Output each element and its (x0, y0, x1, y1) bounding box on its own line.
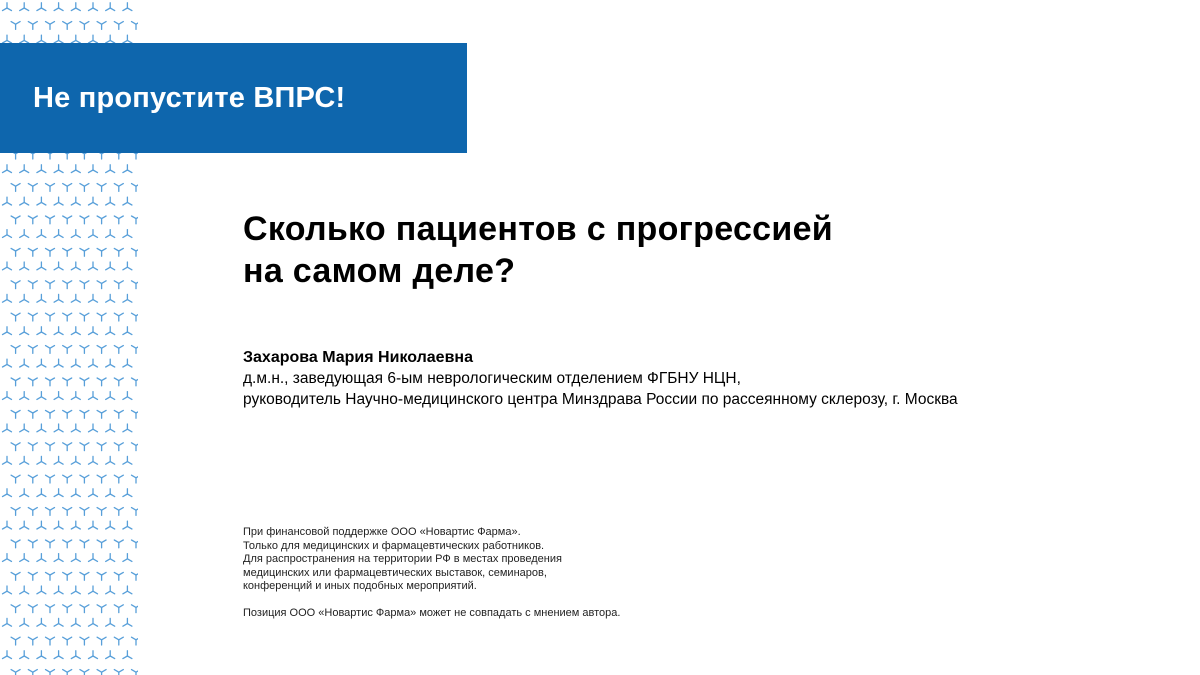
disclaimer-note: Позиция ООО «Новартис Фарма» может не совпадать с мнением автора. (243, 606, 621, 619)
disclaimer-line: Для распространения на территории РФ в местах проведения (243, 553, 562, 565)
author-name: Захарова Мария Николаевна (243, 349, 473, 366)
header-banner (0, 43, 467, 153)
author-position: руководитель Научно-медицинского центра Минздрава России по рассеянному склерозу, г. Москва (243, 391, 958, 408)
disclaimer (243, 526, 743, 620)
author-block (243, 347, 1143, 410)
disclaimer-line: Только для медицинских и фармацевтических работников. (243, 539, 545, 552)
disclaimer-line: конференций и иных подобных мероприятий. (243, 580, 477, 592)
slide-title-line-2: на самом деле? (243, 252, 516, 290)
banner-title: Не пропустите ВПРС! (33, 81, 346, 114)
disclaimer-line: медицинских или фармацевтических выставок, семинаров, (243, 566, 547, 579)
author-credentials: д.м.н., заведующая 6-ым неврологическим отделением ФГБНУ НЦН, (243, 370, 741, 387)
slide-title (243, 208, 1043, 292)
disclaimer-line: При финансовой поддержке ООО «Новартис Фарма». (243, 526, 521, 538)
slide-title-line-1: Сколько пациентов с прогрессией (243, 210, 833, 248)
